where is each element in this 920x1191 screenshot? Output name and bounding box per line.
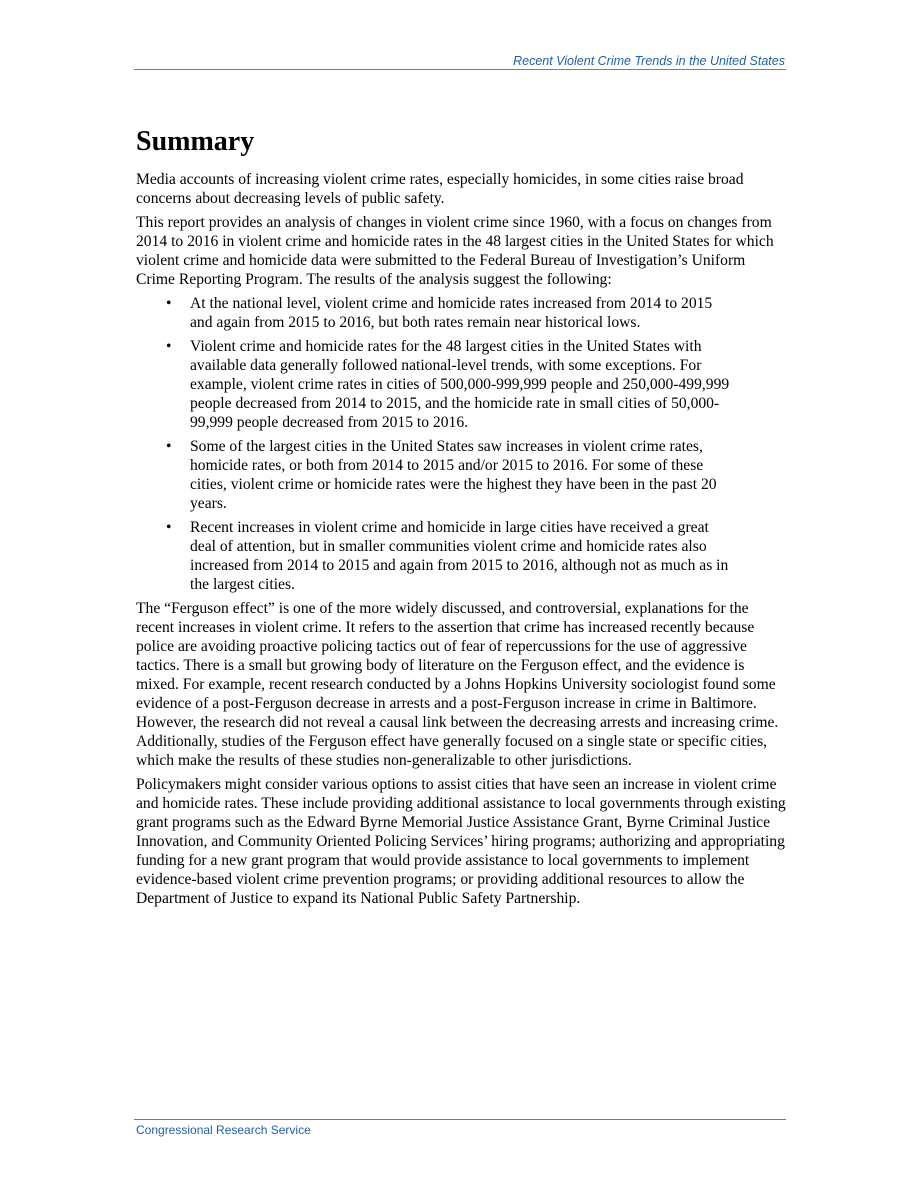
list-item xyxy=(136,437,730,513)
bullet-icon: • xyxy=(166,338,172,355)
list-item xyxy=(136,518,730,594)
list-item-text: Violent crime and homicide rates for the 48 largest cities in the United States with available data generally followed national-level trends, with some exceptions. For example, violent crime rates in cities of 500,000-999,999 people and 250,000-499,999 people decreased from 2014 to 2015, and the homicide rate in small cities of 50,000-99,999 people decreased from 2015 to 2016. xyxy=(190,338,730,431)
bullet-icon: • xyxy=(166,295,172,312)
ferguson-effect-paragraph: The “Ferguson effect” is one of the more widely discussed, and controversial, explanations for the recent increases in violent crime. It refers to the assertion that crime has increased recently because police are avoiding proactive policing tactics out of fear of repercussions for the use of aggressive tactics. There is a small but growing body of literature on the Ferguson effect, and the evidence is mixed. For example, recent research conducted by a Johns Hopkins University sociologist found some evidence of a post-Ferguson decrease in arrests and a post-Ferguson increase in crime in Baltimore. However, the research did not reveal a causal link between the decreasing arrests and increasing crime. Additionally, studies of the Ferguson effect have generally focused on a single state or specific cities, which make the results of these studies non-generalizable to other jurisdictions. xyxy=(136,600,779,769)
summary-section xyxy=(136,124,786,913)
intro-paragraph-1: Media accounts of increasing violent crime rates, especially homicides, in some cities raise broad concerns about decreasing levels of public safety. xyxy=(136,171,744,207)
list-item xyxy=(136,337,730,432)
bullet-icon: • xyxy=(166,519,172,536)
page-footer xyxy=(134,1119,786,1137)
policy-options-paragraph: Policymakers might consider various options to assist cities that have seen an increase in violent crime and homicide rates. These include providing additional assistance to local governments through existing grant programs such as the Edward Byrne Memorial Justice Assistance Grant, Byrne Criminal Justice Innovation, and Community Oriented Policing Services’ hiring programs; authorizing and appropriating funding for a new grant program that would provide assistance to local governments to implement evidence-based violent crime prevention programs; or providing additional resources to allow the Department of Justice to expand its National Public Safety Partnership. xyxy=(136,776,786,907)
section-heading: Summary xyxy=(136,126,255,157)
findings-list xyxy=(136,294,786,594)
bullet-icon: • xyxy=(166,438,172,455)
list-item xyxy=(136,294,730,332)
list-item-text: At the national level, violent crime and homicide rates increased from 2014 to 2015 and again from 2015 to 2016, but both rates remain near historical lows. xyxy=(190,295,713,331)
publisher-name: Congressional Research Service xyxy=(136,1123,311,1137)
list-item-text: Some of the largest cities in the United States saw increases in violent crime rates, homicide rates, or both from 2014 to 2015 and/or 2015 to 2016. For some of these cities, violent crime or homicide rates were the highest they have been in the past 20 years. xyxy=(190,438,717,512)
intro-paragraph-2: This report provides an analysis of changes in violent crime since 1960, with a focus on changes from 2014 to 2016 in violent crime and homicide rates in the 48 largest cities in the United States for which violent crime and homicide data were submitted to the Federal Bureau of Investigation’s Uniform Crime Reporting Program. The results of the analysis suggest the following: xyxy=(136,214,774,288)
list-item-text: Recent increases in violent crime and homicide in large cities have received a great deal of attention, but in smaller communities violent crime and homicide rates also increased from 2014 to 2015 and again from 2015 to 2016, although not as much as in the largest cities. xyxy=(190,519,729,593)
running-title: Recent Violent Crime Trends in the United States xyxy=(513,54,785,68)
page-header xyxy=(134,54,786,70)
